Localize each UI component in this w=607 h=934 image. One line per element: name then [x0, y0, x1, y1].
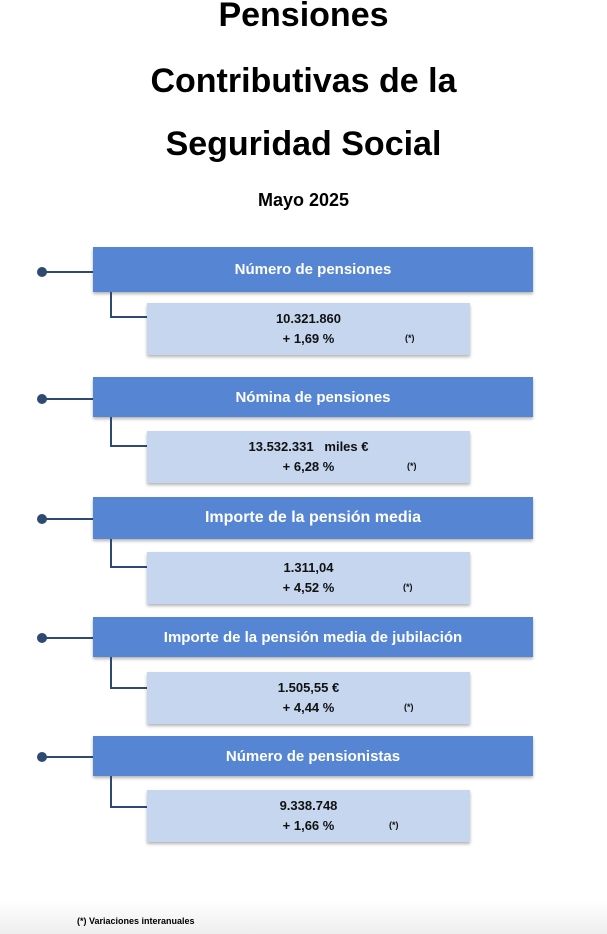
change: + 4,52 % [282, 580, 335, 595]
period-label: Mayo 2025 [257, 190, 350, 210]
title-line-2: Contributivas de la [150, 62, 457, 100]
note-marker: (*) [389, 820, 399, 830]
section-header: Número de pensiones [93, 247, 533, 292]
change: + 6,28 % [282, 459, 335, 474]
footnote: (*) Variaciones interanuales [77, 916, 195, 926]
connector-line [42, 637, 94, 639]
section-header: Importe de la pensión media [93, 497, 533, 539]
change: + 1,66 % [282, 818, 335, 833]
footer [0, 900, 607, 934]
note-marker: (*) [405, 333, 415, 343]
connector-elbow [110, 539, 150, 568]
value: 10.321.860 [275, 311, 342, 326]
connector-line [42, 518, 94, 520]
value-box [147, 790, 470, 842]
connector-line [42, 398, 94, 400]
title-line-3: Seguridad Social [165, 125, 442, 163]
section-header: Importe de la pensión media de jubilación [93, 617, 533, 657]
section-header: Nómina de pensiones [93, 377, 533, 417]
connector-line [42, 756, 94, 758]
value: 9.338.748 [279, 798, 338, 813]
note-marker: (*) [407, 461, 417, 471]
value-box [147, 303, 470, 355]
value-box [147, 552, 470, 604]
value-box [147, 672, 470, 724]
note-marker: (*) [404, 702, 414, 712]
value-box [147, 431, 470, 483]
connector-line [42, 271, 94, 273]
value: 13.532.331 miles € [248, 439, 369, 454]
change: + 4,44 % [282, 700, 335, 715]
section-header: Número de pensionistas [93, 736, 533, 776]
value: 1.311,04 [283, 560, 334, 575]
value: 1.505,55 € [277, 680, 340, 695]
title-line-1: Pensiones [218, 0, 389, 34]
connector-elbow [110, 417, 150, 447]
connector-elbow [110, 292, 150, 318]
connector-elbow [110, 657, 150, 689]
connector-elbow [110, 776, 150, 808]
note-marker: (*) [403, 582, 413, 592]
change: + 1,69 % [282, 331, 335, 346]
